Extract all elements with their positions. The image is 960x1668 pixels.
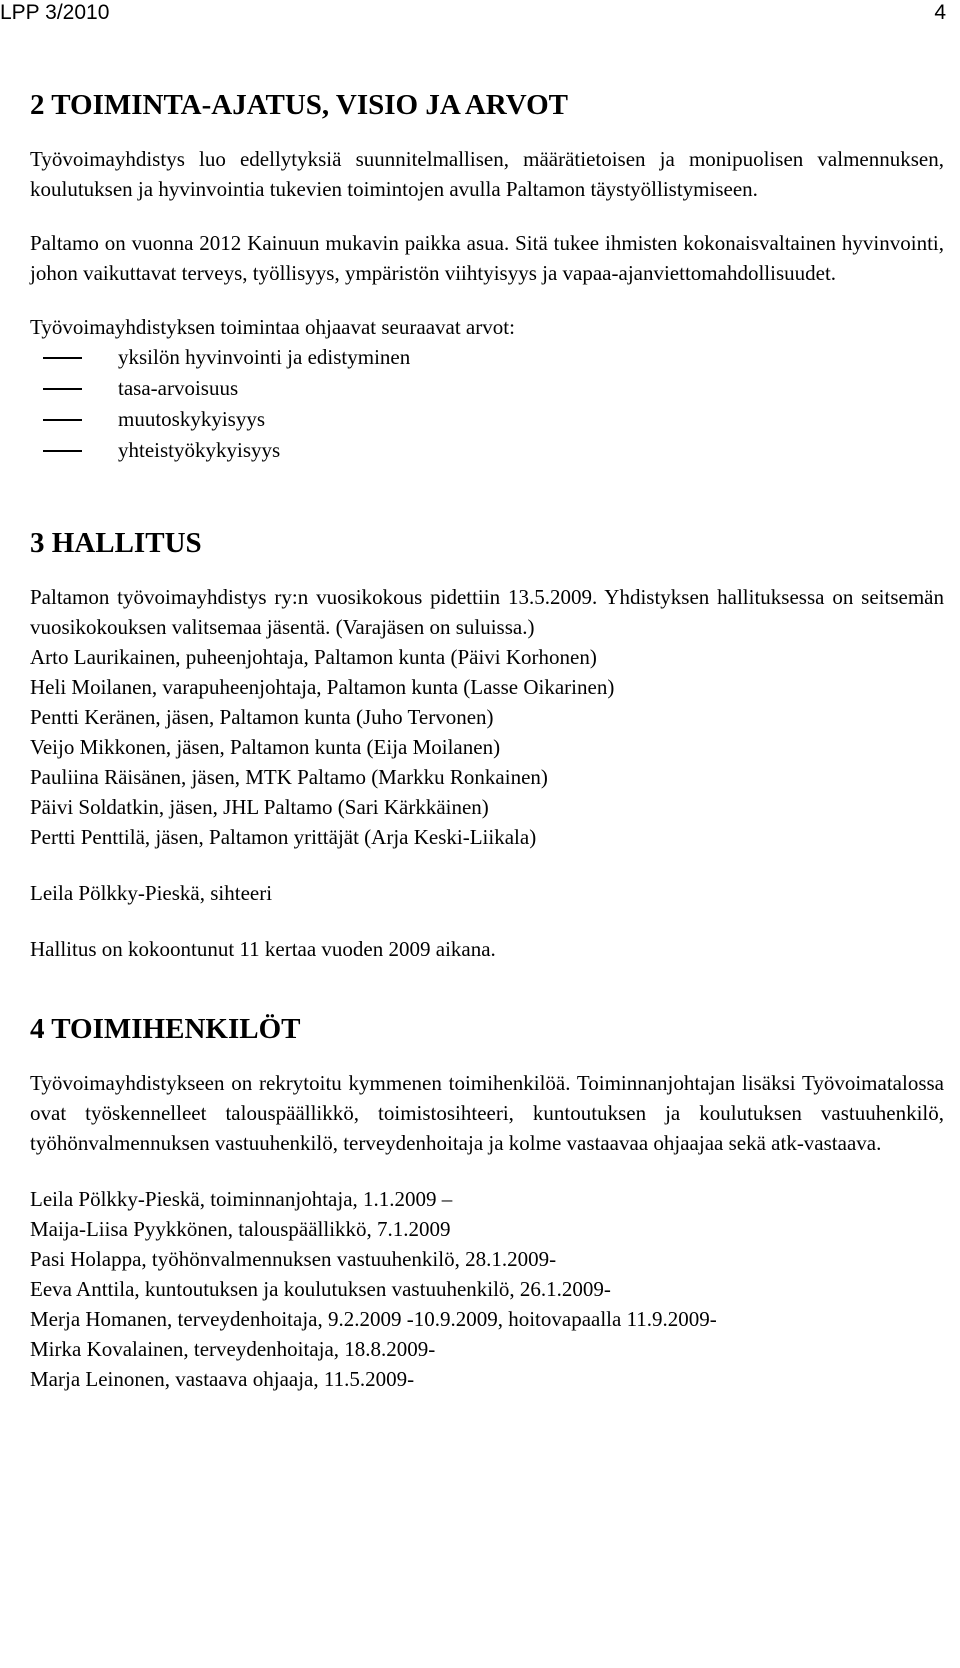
board-member: Pertti Penttilä, jäsen, Paltamon yrittäjät (Arja Keski-Liikala) <box>30 825 537 849</box>
board-members-list <box>30 642 944 852</box>
dash-bullet <box>43 419 82 421</box>
values-list <box>30 342 944 466</box>
section-3-heading: 3 HALLITUS <box>30 527 202 559</box>
section-2-heading: 2 TOIMINTA-AJATUS, VISIO JA ARVOT <box>30 89 568 121</box>
board-member: Pauliina Räisänen, jäsen, MTK Paltamo (Markku Ronkainen) <box>30 765 548 789</box>
board-member: Veijo Mikkonen, jäsen, Paltamon kunta (Eija Moilanen) <box>30 735 501 759</box>
page-header <box>0 0 946 28</box>
staff-member: Mirka Kovalainen, terveydenhoitaja, 18.8.2009- <box>30 1337 436 1361</box>
board-member: Päivi Soldatkin, jäsen, JHL Paltamo (Sari Kärkkäinen) <box>30 795 489 819</box>
staff-list <box>30 1184 944 1394</box>
meetings-line: Hallitus on kokoontunut 11 kertaa vuoden 2009 aikana. <box>30 937 496 961</box>
dash-bullet <box>43 450 82 452</box>
board-member: Pentti Keränen, jäsen, Paltamon kunta (Juho Tervonen) <box>30 705 494 729</box>
value-item: yhteistyökykyisyys <box>30 435 944 466</box>
secretary-line: Leila Pölkky-Pieskä, sihteeri <box>30 881 273 905</box>
values-intro: Työvoimayhdistyksen toimintaa ohjaavat seuraavat arvot: <box>30 315 515 339</box>
value-item: muutoskykyisyys <box>30 404 944 435</box>
section-3-paragraph-1: Paltamon työvoimayhdistys ry:n vuosikokous pidettiin 13.5.2009. Yhdistyksen hallituksessa on seitsemän vuosikokouksen valitsemaa jäsentä. (Varajäsen on suluissa.) <box>30 585 944 639</box>
report-id: LPP 3/2010 <box>0 1 110 24</box>
staff-member: Leila Pölkky-Pieskä, toiminnanjohtaja, 1.1.2009 – <box>30 1187 453 1211</box>
staff-member: Marja Leinonen, vastaava ohjaaja, 11.5.2009- <box>30 1367 415 1391</box>
dash-bullet <box>43 357 82 359</box>
section-2-paragraph-2: Paltamo on vuonna 2012 Kainuun mukavin paikka asua. Sitä tukee ihmisten kokonaisvaltainen hyvinvointi, johon vaikuttavat terveys, työllisyys, ympäristön viihtyisyys ja vapaa-ajanviettomahdollisuudet. <box>30 231 944 285</box>
value-item: tasa-arvoisuus <box>30 373 944 404</box>
staff-member: Maija-Liisa Pyykkönen, talouspäällikkö, 7.1.2009 <box>30 1217 451 1241</box>
value-item: yksilön hyvinvointi ja edistyminen <box>30 342 944 373</box>
page-content <box>30 88 944 1394</box>
dash-bullet <box>43 388 82 390</box>
board-member: Arto Laurikainen, puheenjohtaja, Paltamon kunta (Päivi Korhonen) <box>30 645 597 669</box>
staff-member: Eeva Anttila, kuntoutuksen ja koulutuksen vastuuhenkilö, 26.1.2009- <box>30 1277 611 1301</box>
staff-member: Merja Homanen, terveydenhoitaja, 9.2.2009 -10.9.2009, hoitovapaalla 11.9.2009- <box>30 1307 717 1331</box>
page-number: 4 <box>934 1 946 24</box>
staff-member: Pasi Holappa, työhönvalmennuksen vastuuhenkilö, 28.1.2009- <box>30 1247 557 1271</box>
section-4-heading: 4 TOIMIHENKILÖT <box>30 1013 301 1045</box>
section-2-paragraph-1: Työvoimayhdistys luo edellytyksiä suunnitelmallisen, määrätietoisen ja monipuolisen valmennuksen, koulutuksen ja hyvinvointia tukevien toimintojen avulla Paltamon täystyöllistymiseen. <box>30 147 944 201</box>
board-member: Heli Moilanen, varapuheenjohtaja, Paltamon kunta (Lasse Oikarinen) <box>30 675 615 699</box>
section-4-paragraph-1: Työvoimayhdistykseen on rekrytoitu kymmenen toimihenkilöä. Toiminnanjohtajan lisäksi Työvoimatalossa ovat työskennelleet talouspäällikkö, toimistosihteeri, kuntoutuksen ja koulutuksen vastuuhenkilö, työhönvalmennuksen vastuuhenkilö, terveydenhoitaja ja kolme vastaavaa ohjaajaa sekä atk-vastaava. <box>30 1071 944 1155</box>
